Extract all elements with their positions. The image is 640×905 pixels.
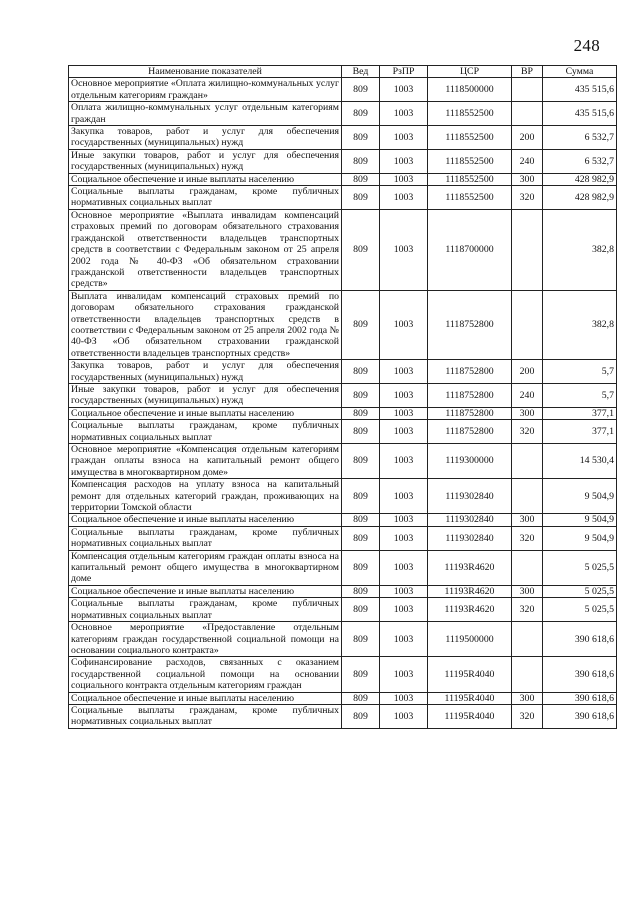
row-vr-cell: [512, 444, 543, 479]
table-row: [69, 585, 617, 597]
row-csr-cell: 1118700000: [428, 209, 512, 290]
row-name-cell: Социальное обеспечение и иные выплаты населению: [69, 692, 342, 704]
row-vr-cell: [512, 78, 543, 102]
row-rzpr-cell: 1003: [380, 209, 428, 290]
row-sum-cell: 390 618,6: [543, 704, 617, 728]
row-rzpr-cell: 1003: [380, 514, 428, 526]
header-rzpr: РзПР: [380, 66, 428, 78]
row-name-cell: Компенсация расходов на уплату взноса на капитальный ремонт для отдельных категорий граждан, проживающих на территории Томской области: [69, 479, 342, 514]
row-vr-cell: 320: [512, 598, 543, 622]
row-csr-cell: 1118752800: [428, 420, 512, 444]
row-rzpr-cell: 1003: [380, 585, 428, 597]
row-ved-cell: 809: [342, 692, 380, 704]
row-name-cell: Социальное обеспечение и иные выплаты населению: [69, 407, 342, 419]
row-name-cell: Компенсация отдельным категориям граждан оплаты взноса на капитальный ремонт общего имущества в многоквартирном доме: [69, 550, 342, 585]
row-csr-cell: 11193R4620: [428, 550, 512, 585]
row-csr-cell: 1118752800: [428, 383, 512, 407]
row-ved-cell: 809: [342, 407, 380, 419]
row-sum-cell: 435 515,6: [543, 102, 617, 126]
row-rzpr-cell: 1003: [380, 704, 428, 728]
budget-table: [68, 65, 617, 729]
row-ved-cell: 809: [342, 550, 380, 585]
row-name-cell: Социальные выплаты гражданам, кроме публичных нормативных социальных выплат: [69, 526, 342, 550]
table-row: [69, 550, 617, 585]
row-csr-cell: 1119302840: [428, 514, 512, 526]
row-vr-cell: 300: [512, 692, 543, 704]
row-vr-cell: 320: [512, 420, 543, 444]
row-rzpr-cell: 1003: [380, 598, 428, 622]
header-sum: Сумма: [543, 66, 617, 78]
row-sum-cell: 5,7: [543, 383, 617, 407]
table-header-row: [69, 66, 617, 78]
row-rzpr-cell: 1003: [380, 622, 428, 657]
table-row: [69, 526, 617, 550]
header-name: Наименование показателей: [69, 66, 342, 78]
row-rzpr-cell: 1003: [380, 444, 428, 479]
row-ved-cell: 809: [342, 657, 380, 692]
table-row: [69, 704, 617, 728]
row-sum-cell: 14 530,4: [543, 444, 617, 479]
row-sum-cell: 5,7: [543, 360, 617, 384]
table-row: [69, 149, 617, 173]
row-name-cell: Социальное обеспечение и иные выплаты населению: [69, 585, 342, 597]
row-vr-cell: [512, 622, 543, 657]
row-ved-cell: 809: [342, 514, 380, 526]
table-row: [69, 479, 617, 514]
row-csr-cell: 11195R4040: [428, 657, 512, 692]
row-sum-cell: 390 618,6: [543, 657, 617, 692]
row-name-cell: Социальные выплаты гражданам, кроме публичных нормативных социальных выплат: [69, 598, 342, 622]
row-vr-cell: 300: [512, 514, 543, 526]
row-ved-cell: 809: [342, 102, 380, 126]
row-csr-cell: 1118552500: [428, 102, 512, 126]
row-name-cell: Социальные выплаты гражданам, кроме публичных нормативных социальных выплат: [69, 704, 342, 728]
row-csr-cell: 1119300000: [428, 444, 512, 479]
row-csr-cell: 1118552500: [428, 173, 512, 185]
row-vr-cell: 320: [512, 704, 543, 728]
table-row: [69, 78, 617, 102]
row-sum-cell: 382,8: [543, 209, 617, 290]
row-vr-cell: 300: [512, 173, 543, 185]
table-row: [69, 598, 617, 622]
row-csr-cell: 1118552500: [428, 149, 512, 173]
row-csr-cell: 11193R4620: [428, 585, 512, 597]
row-ved-cell: 809: [342, 420, 380, 444]
table-row: [69, 126, 617, 150]
row-name-cell: Социальные выплаты гражданам, кроме публичных нормативных социальных выплат: [69, 420, 342, 444]
row-rzpr-cell: 1003: [380, 126, 428, 150]
row-sum-cell: 428 982,9: [543, 186, 617, 210]
row-csr-cell: 1119302840: [428, 479, 512, 514]
table-row: [69, 692, 617, 704]
row-csr-cell: 1118552500: [428, 186, 512, 210]
row-sum-cell: 6 532,7: [543, 149, 617, 173]
row-name-cell: Основное мероприятие «Компенсация отдельным категориям граждан оплаты взноса на капитальный ремонт общего имущества в многоквартирном доме»: [69, 444, 342, 479]
row-csr-cell: 1118752800: [428, 360, 512, 384]
row-vr-cell: 200: [512, 126, 543, 150]
row-vr-cell: [512, 550, 543, 585]
row-ved-cell: 809: [342, 585, 380, 597]
header-csr: ЦСР: [428, 66, 512, 78]
table-row: [69, 102, 617, 126]
row-name-cell: Иные закупки товаров, работ и услуг для обеспечения государственных (муниципальных) нужд: [69, 149, 342, 173]
row-name-cell: Основное мероприятие «Оплата жилищно-коммунальных услуг отдельным категориям граждан»: [69, 78, 342, 102]
row-ved-cell: 809: [342, 173, 380, 185]
row-name-cell: Основное мероприятие «Предоставление отдельным категориям граждан государственной социальной помощи на основании социального контракта»: [69, 622, 342, 657]
row-sum-cell: 5 025,5: [543, 550, 617, 585]
row-rzpr-cell: 1003: [380, 78, 428, 102]
row-name-cell: Иные закупки товаров, работ и услуг для обеспечения государственных (муниципальных) нужд: [69, 383, 342, 407]
table-row: [69, 444, 617, 479]
row-csr-cell: 1119302840: [428, 526, 512, 550]
table-row: [69, 657, 617, 692]
table-row: [69, 186, 617, 210]
row-name-cell: Оплата жилищно-коммунальных услуг отдельным категориям граждан: [69, 102, 342, 126]
row-vr-cell: 240: [512, 149, 543, 173]
row-csr-cell: 1119500000: [428, 622, 512, 657]
row-sum-cell: 5 025,5: [543, 585, 617, 597]
row-sum-cell: 382,8: [543, 290, 617, 359]
row-name-cell: Социальные выплаты гражданам, кроме публичных нормативных социальных выплат: [69, 186, 342, 210]
row-vr-cell: 240: [512, 383, 543, 407]
row-rzpr-cell: 1003: [380, 420, 428, 444]
row-ved-cell: 809: [342, 290, 380, 359]
row-vr-cell: 320: [512, 186, 543, 210]
row-sum-cell: 9 504,9: [543, 514, 617, 526]
row-name-cell: Выплата инвалидам компенсаций страховых премий по договорам обязательного страхования гражданской ответственности владельцев транспортных средств в соответствии с Федеральным законом от 25 апреля 2002 года № 40-ФЗ «Об обязательном страховании гражданской ответственности владельцев транспортных средств»: [69, 290, 342, 359]
header-vr: ВР: [512, 66, 543, 78]
row-sum-cell: 377,1: [543, 420, 617, 444]
row-ved-cell: 809: [342, 78, 380, 102]
row-sum-cell: 9 504,9: [543, 479, 617, 514]
row-vr-cell: [512, 479, 543, 514]
row-ved-cell: 809: [342, 186, 380, 210]
row-sum-cell: 6 532,7: [543, 126, 617, 150]
table-row: [69, 209, 617, 290]
row-csr-cell: 1118500000: [428, 78, 512, 102]
table-row: [69, 290, 617, 359]
row-rzpr-cell: 1003: [380, 149, 428, 173]
page-number: 248: [573, 36, 600, 55]
row-rzpr-cell: 1003: [380, 550, 428, 585]
row-name-cell: Основное мероприятие «Выплата инвалидам компенсаций страховых премий по договорам обязательного страхования гражданской ответственности владельцев транспортных средств в соответствии с Федеральным законом от 25 апреля 2002 года № 40-ФЗ «Об обязательном страховании гражданской ответственности владельцев транспортных средств»: [69, 209, 342, 290]
row-ved-cell: 809: [342, 383, 380, 407]
row-vr-cell: [512, 102, 543, 126]
row-name-cell: Закупка товаров, работ и услуг для обеспечения государственных (муниципальных) нужд: [69, 360, 342, 384]
row-ved-cell: 809: [342, 149, 380, 173]
row-name-cell: Социальное обеспечение и иные выплаты населению: [69, 514, 342, 526]
row-csr-cell: 1118552500: [428, 126, 512, 150]
row-name-cell: Софинансирование расходов, связанных с оказанием государственной социальной помощи на основании социального контракта отдельным категориям граждан: [69, 657, 342, 692]
row-rzpr-cell: 1003: [380, 407, 428, 419]
header-ved: Вед: [342, 66, 380, 78]
row-rzpr-cell: 1003: [380, 479, 428, 514]
row-vr-cell: [512, 209, 543, 290]
table-body: [69, 78, 617, 728]
row-sum-cell: 390 618,6: [543, 622, 617, 657]
row-sum-cell: 9 504,9: [543, 526, 617, 550]
row-vr-cell: 200: [512, 360, 543, 384]
row-csr-cell: 1118752800: [428, 290, 512, 359]
row-name-cell: Закупка товаров, работ и услуг для обеспечения государственных (муниципальных) нужд: [69, 126, 342, 150]
row-sum-cell: 435 515,6: [543, 78, 617, 102]
row-ved-cell: 809: [342, 479, 380, 514]
row-csr-cell: 1118752800: [428, 407, 512, 419]
table-row: [69, 407, 617, 419]
row-rzpr-cell: 1003: [380, 360, 428, 384]
table-row: [69, 420, 617, 444]
row-ved-cell: 809: [342, 209, 380, 290]
row-vr-cell: 320: [512, 526, 543, 550]
row-rzpr-cell: 1003: [380, 290, 428, 359]
table-row: [69, 173, 617, 185]
table-row: [69, 514, 617, 526]
row-vr-cell: 300: [512, 585, 543, 597]
row-vr-cell: [512, 657, 543, 692]
table-row: [69, 360, 617, 384]
row-ved-cell: 809: [342, 360, 380, 384]
row-csr-cell: 11193R4620: [428, 598, 512, 622]
row-vr-cell: 300: [512, 407, 543, 419]
table-row: [69, 622, 617, 657]
row-ved-cell: 809: [342, 126, 380, 150]
row-ved-cell: 809: [342, 526, 380, 550]
row-rzpr-cell: 1003: [380, 657, 428, 692]
table-row: [69, 383, 617, 407]
row-rzpr-cell: 1003: [380, 186, 428, 210]
row-name-cell: Социальное обеспечение и иные выплаты населению: [69, 173, 342, 185]
row-rzpr-cell: 1003: [380, 692, 428, 704]
row-vr-cell: [512, 290, 543, 359]
row-sum-cell: 390 618,6: [543, 692, 617, 704]
row-csr-cell: 11195R4040: [428, 704, 512, 728]
row-rzpr-cell: 1003: [380, 102, 428, 126]
row-sum-cell: 377,1: [543, 407, 617, 419]
row-rzpr-cell: 1003: [380, 173, 428, 185]
row-ved-cell: 809: [342, 704, 380, 728]
row-rzpr-cell: 1003: [380, 383, 428, 407]
row-rzpr-cell: 1003: [380, 526, 428, 550]
row-ved-cell: 809: [342, 598, 380, 622]
row-ved-cell: 809: [342, 622, 380, 657]
row-sum-cell: 5 025,5: [543, 598, 617, 622]
row-csr-cell: 11195R4040: [428, 692, 512, 704]
row-ved-cell: 809: [342, 444, 380, 479]
row-sum-cell: 428 982,9: [543, 173, 617, 185]
